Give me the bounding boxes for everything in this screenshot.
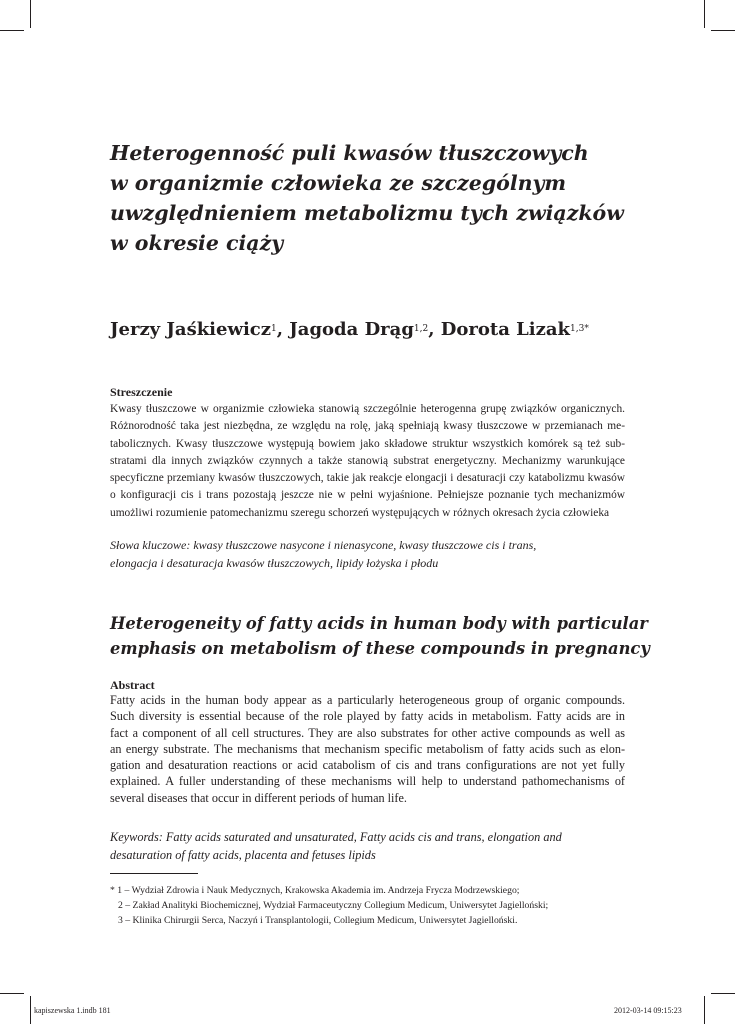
streszczenie-line: stratami dla innych związków czynnych a także stanowią substrat energetyczny. Mechanizmy warunkujące — [110, 454, 625, 467]
abstract-line: Fatty acids in the human body appear as a particularly heterogeneous group of organic compounds. — [110, 693, 625, 707]
crop-mark-bottom-left-h — [0, 993, 24, 994]
streszczenie-line: umożliwi rozumienie patomechanizmu szeregu schorzeń występujących w różnych okresach życia człowieka — [110, 506, 610, 519]
author-name: Jagoda Drąg — [289, 319, 414, 340]
keywords-en — [110, 828, 630, 864]
abstract-line: an energy substrate. The mechanisms that mechanism specific metabolism of fatty acids such as elon- — [110, 741, 625, 756]
abstract-line: fact a component of all cell structures. They are also substrates for other active compounds as well as — [110, 725, 625, 740]
title-pl-line: w okresie ciąży — [110, 231, 284, 255]
crop-mark-top-left — [30, 0, 31, 28]
streszczenie-line: tabolicznych. Kwasy tłuszczowe występują bowiem jako składowe struktur wszystkich komórek są też sub- — [110, 437, 625, 450]
author-separator: , — [276, 319, 290, 340]
footnote: * 1 – Wydział Zdrowia i Nauk Medycznych, Krakowska Akademia im. Andrzeja Frycza Modrzewskiego; — [110, 885, 520, 896]
crop-mark-bottom-right — [704, 996, 705, 1024]
author-name: Dorota Lizak — [440, 319, 570, 340]
author-separator: , — [428, 319, 441, 340]
crop-mark-bottom-right-h — [711, 993, 735, 994]
abstract-line: explained. A fuller understanding of these mechanisms will help to understand pathomechanisms of — [110, 774, 625, 789]
authors — [110, 316, 589, 344]
article-title-pl — [110, 138, 670, 258]
streszczenie-line: Różnorodność taka jest niezbędna, ze względu na rolę, jaką spełniają kwasy tłuszczowe w przemianach me- — [110, 420, 625, 433]
crop-mark-bottom-left — [30, 996, 31, 1024]
crop-mark-top-right — [704, 0, 705, 28]
footnote: 2 – Zakład Analityki Biochemicznej, Wydział Farmaceutyczny Collegium Medicum, Uniwersytet Jagielloński; — [118, 900, 549, 911]
footnotes — [110, 883, 630, 928]
title-en-line: Heterogeneity of fatty acids in human body with particular — [110, 614, 648, 633]
title-pl-line: w organizmie człowieka ze szczególnym — [110, 171, 567, 195]
footnote: 3 – Klinika Chirurgii Serca, Naczyń i Transplantologii, Collegium Medicum, Uniwersytet Jagielloński. — [118, 915, 518, 926]
abstract-line: several diseases that occur in different periods of human life. — [110, 790, 407, 805]
abstract-line: Such diversity is essential because of the role played by fatty acids in metabolism. Fatty acids are in — [110, 709, 625, 724]
slug-file: kapiszewska 1.indb 181 — [34, 1006, 111, 1015]
abstract-line: gation and desaturation reactions or acid catabolism of cis and trans configurations are not yet fully — [110, 758, 625, 773]
streszczenie-body — [110, 401, 625, 522]
title-pl-line: Heterogenność puli kwasów tłuszczowych — [110, 141, 589, 165]
footnote-rule — [110, 873, 198, 874]
streszczenie-line: o konfiguracji cis i trans pozostają jeszcze nie w pełni wyjaśnione. Pełniejsze poznanie tych mechanizmów — [110, 489, 625, 502]
article-title-en — [110, 611, 670, 661]
abstract-body — [110, 692, 625, 806]
keywords-en-line: desaturation of fatty acids, placenta and fetuses lipids — [110, 848, 376, 862]
keywords-pl — [110, 536, 630, 572]
keywords-en-line: Keywords: Fatty acids saturated and unsaturated, Fatty acids cis and trans, elongation and — [110, 830, 562, 844]
crop-mark-top-right-h — [711, 30, 735, 31]
title-en-line: emphasis on metabolism of these compounds in pregnancy — [110, 639, 650, 658]
slug-datetime: 2012-03-14 09:15:23 — [614, 1006, 682, 1015]
author-affiliation: 1,3* — [570, 324, 589, 334]
title-pl-line: uwzględnieniem metabolizmu tych związków — [110, 201, 624, 225]
keywords-pl-line: elongacja i desaturacja kwasów tłuszczowych, lipidy łożyska i płodu — [110, 556, 439, 570]
streszczenie-line: Kwasy tłuszczowe w organizmie człowieka stanowią szczególnie heterogenna grupę związków organicznych. — [110, 403, 625, 415]
streszczenie-heading: Streszczenie — [110, 385, 173, 399]
keywords-pl-line: Słowa kluczowe: kwasy tłuszczowe nasycone i nienasycone, kwasy tłuszczowe cis i trans, — [110, 538, 537, 552]
streszczenie-line: specyficzne przemiany kwasów tłuszczowych, takie jak reakcje elongacji i desaturacji czy katabolizmu kwasów — [110, 472, 625, 485]
author-affiliation: 1,2 — [413, 324, 429, 334]
author-affiliation: 1 — [271, 324, 277, 334]
abstract-heading: Abstract — [110, 678, 155, 692]
crop-mark-top-left-h — [0, 30, 24, 31]
author-name: Jerzy Jaśkiewicz — [110, 319, 271, 340]
